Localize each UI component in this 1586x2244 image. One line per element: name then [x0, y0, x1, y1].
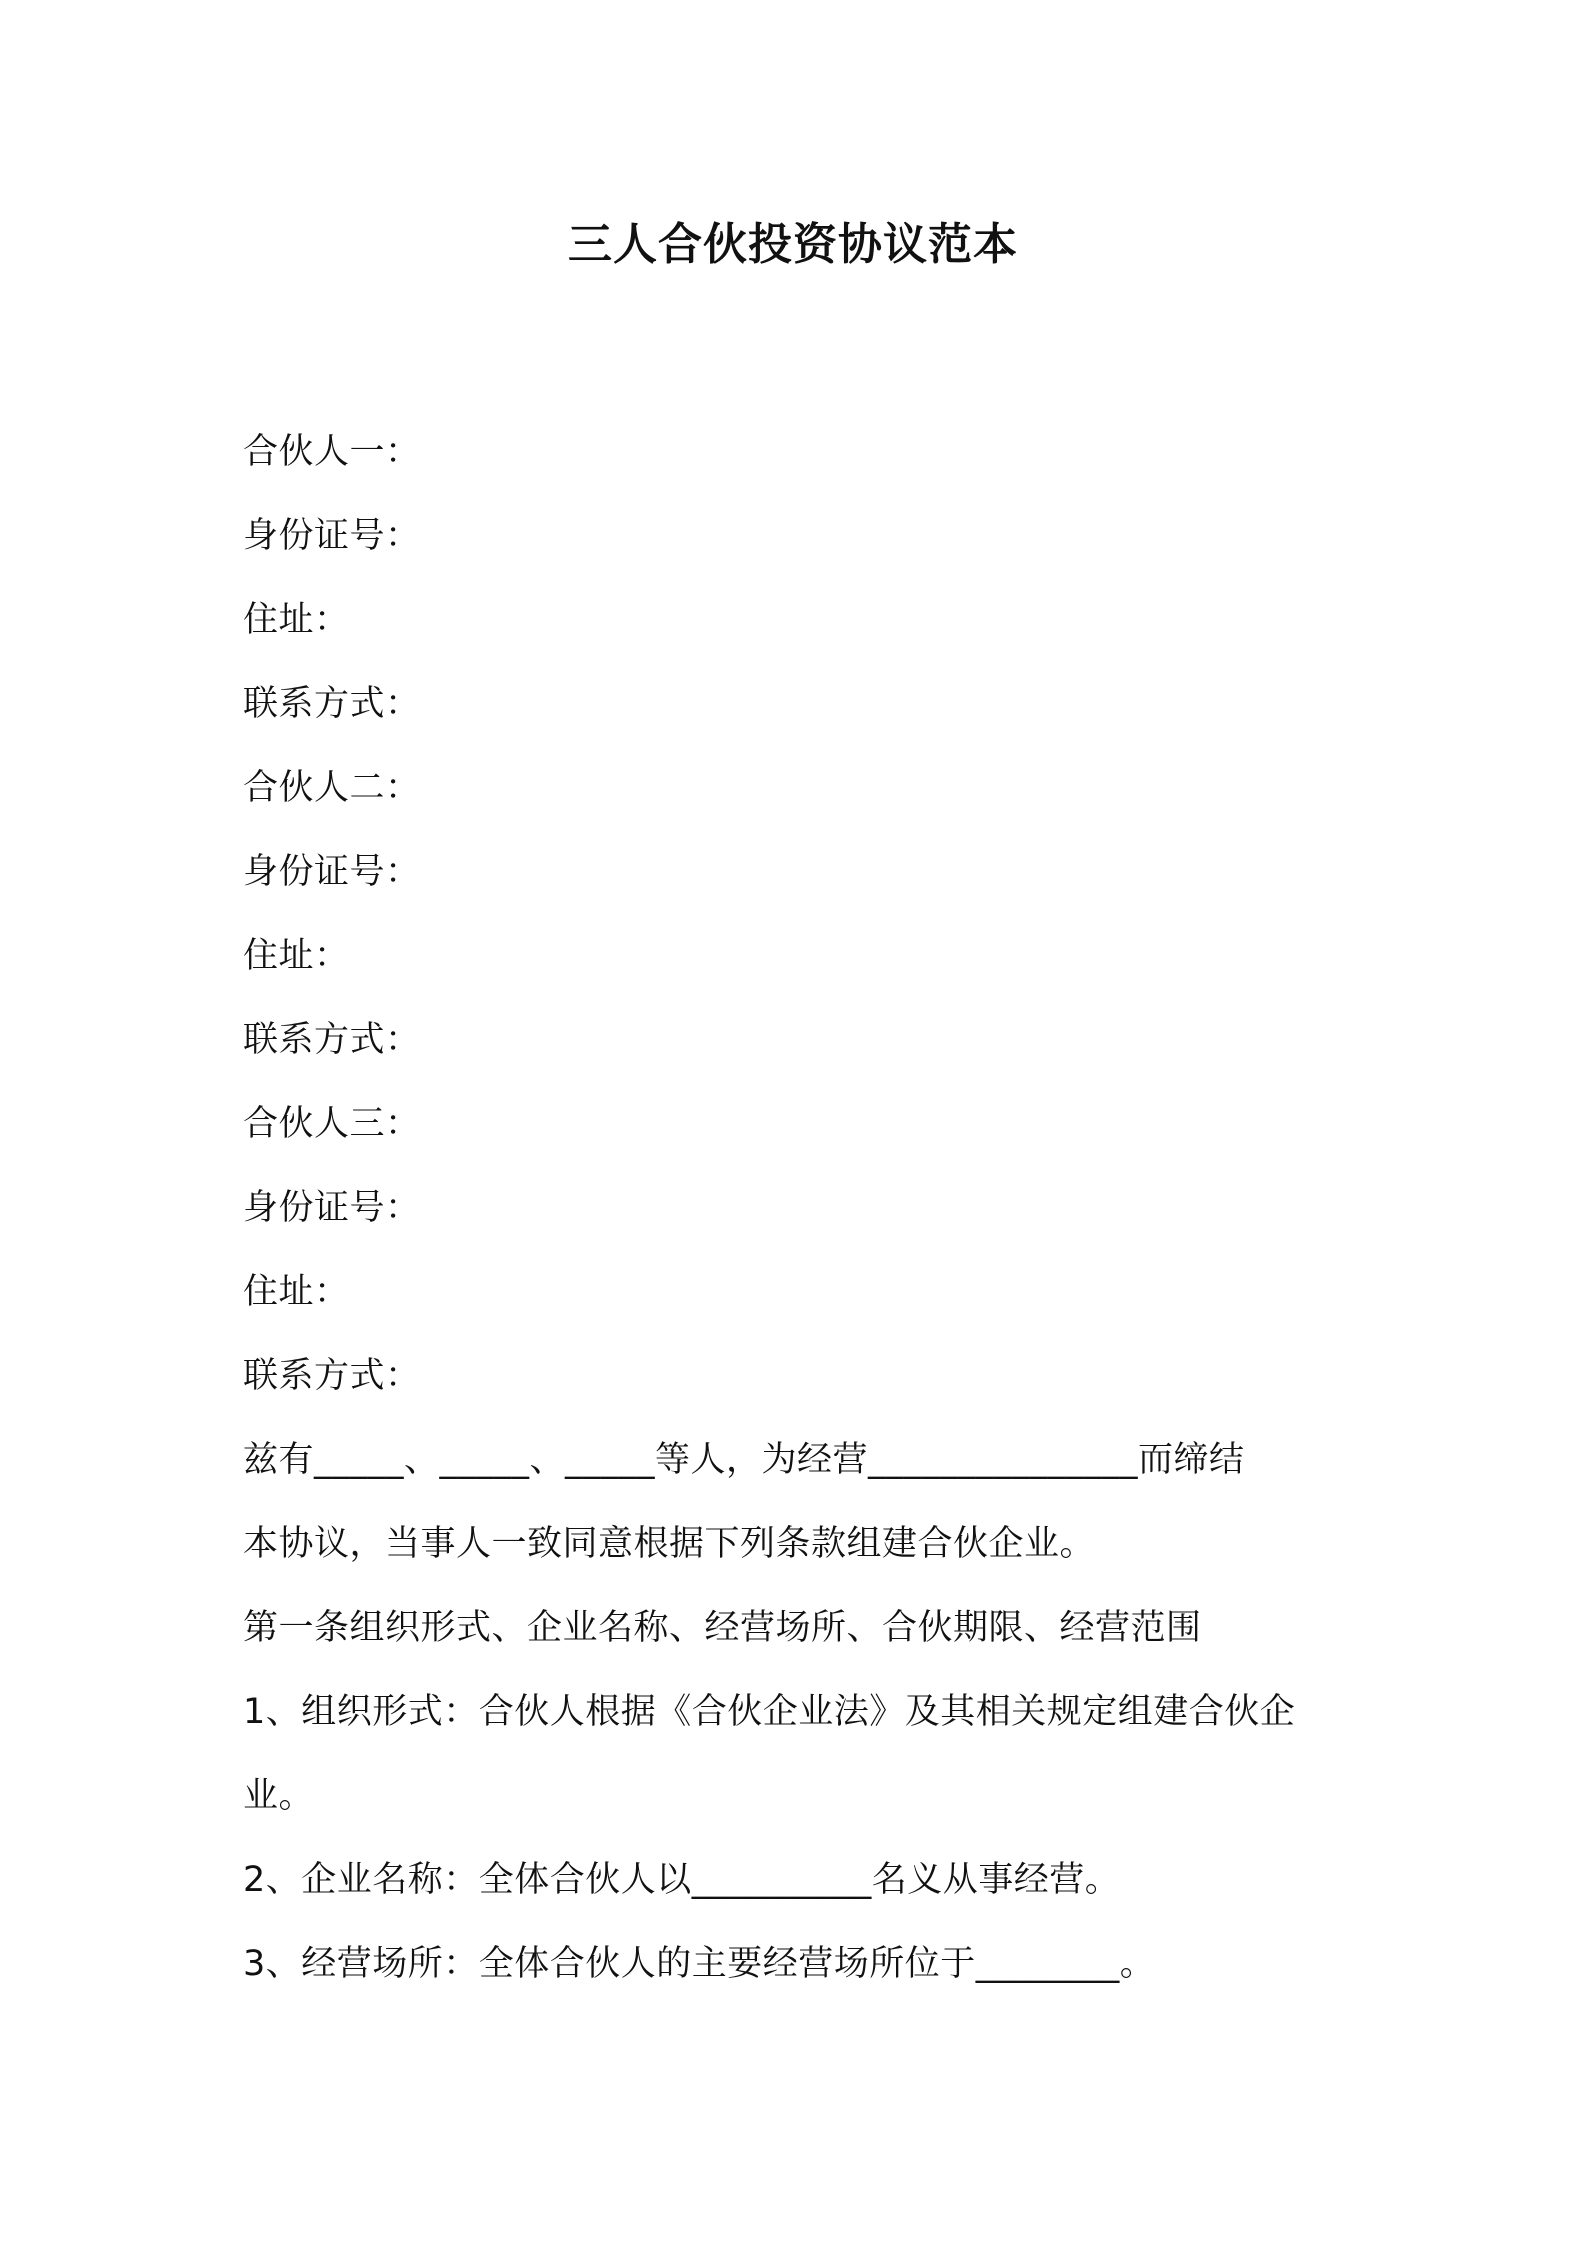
partner1-label: 合伙人一： — [243, 432, 421, 472]
preamble-line-2: 本协议，当事人一致同意根据下列条款组建合伙企业。 — [243, 1524, 1096, 1564]
document-title: 三人合伙投资协议范本 — [568, 219, 1018, 270]
clause-2: 2、企业名称：全体合伙人以__________名义从事经营。 — [243, 1860, 1121, 1900]
clause-1-line-1: 1、组织形式：合伙人根据《合伙企业法》及其相关规定组建合伙企 — [243, 1692, 1296, 1732]
partner3-contact-label: 联系方式： — [243, 1356, 421, 1396]
partner1-contact-label: 联系方式： — [243, 684, 421, 724]
preamble-line-1: 兹有_____、_____、_____等人，为经营_______________而缔结 — [243, 1440, 1245, 1480]
partner3-address-label: 住址： — [243, 1272, 350, 1312]
partner1-id-label: 身份证号： — [243, 516, 421, 556]
document-body — [243, 410, 1353, 2006]
clause-1-line-2: 业。 — [243, 1776, 315, 1816]
article-1-heading: 第一条组织形式、企业名称、经营场所、合伙期限、经营范围 — [243, 1608, 1202, 1648]
partner2-id-label: 身份证号： — [243, 852, 421, 892]
partner3-label: 合伙人三： — [243, 1104, 421, 1144]
partner3-id-label: 身份证号： — [243, 1188, 421, 1228]
partner2-contact-label: 联系方式： — [243, 1020, 421, 1060]
clause-3: 3、经营场所：全体合伙人的主要经营场所位于________。 — [243, 1944, 1156, 1984]
partner2-label: 合伙人二： — [243, 768, 421, 808]
partner1-address-label: 住址： — [243, 600, 350, 640]
partner2-address-label: 住址： — [243, 936, 350, 976]
